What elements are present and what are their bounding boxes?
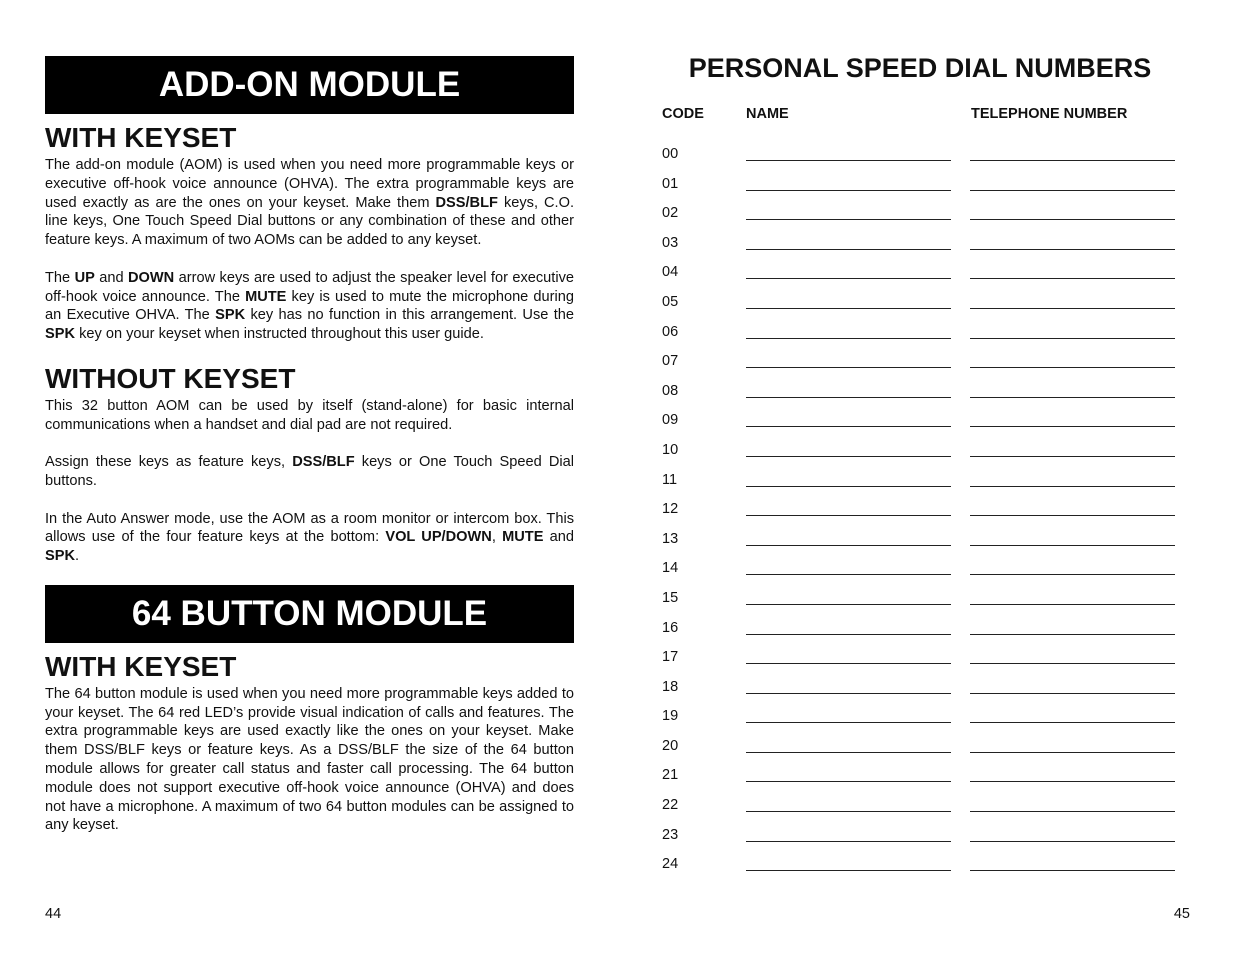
- speed-dial-row: [662, 469, 1178, 499]
- name-blank-line: [746, 841, 951, 842]
- speed-dial-row: [662, 261, 1178, 291]
- name-blank-line: [746, 634, 951, 635]
- speed-dial-code: 14: [662, 560, 679, 577]
- name-blank-line: [746, 693, 951, 694]
- text-run: key has no function in this arrangement. Use the: [245, 307, 574, 324]
- telephone-blank-line: [970, 160, 1175, 161]
- bold-term: DSS/BLF: [292, 454, 355, 471]
- speed-dial-code: 07: [662, 353, 679, 370]
- speed-dial-row: [662, 439, 1178, 469]
- name-blank-line: [746, 367, 951, 368]
- telephone-blank-line: [970, 545, 1175, 546]
- name-blank-line: [746, 781, 951, 782]
- speed-dial-row: [662, 409, 1178, 439]
- bold-term: SPK: [45, 548, 76, 565]
- telephone-blank-line: [970, 426, 1175, 427]
- speed-dial-row: [662, 350, 1178, 380]
- telephone-blank-line: [970, 397, 1175, 398]
- name-blank-line: [746, 486, 951, 487]
- text-run: Assign these keys as feature keys,: [45, 454, 293, 471]
- telephone-blank-line: [970, 752, 1175, 753]
- speed-dial-code: 23: [662, 826, 679, 843]
- telephone-blank-line: [970, 278, 1175, 279]
- telephone-blank-line: [970, 249, 1175, 250]
- speed-dial-row: [662, 143, 1178, 173]
- bold-term: SPK: [215, 307, 246, 324]
- text-run: keys or One Touch Speed Dial buttons.: [45, 454, 574, 489]
- speed-dial-row: [662, 321, 1178, 351]
- telephone-blank-line: [970, 634, 1175, 635]
- speed-dial-row: [662, 735, 1178, 765]
- speed-dial-code: 16: [662, 619, 679, 636]
- telephone-blank-line: [970, 308, 1175, 309]
- text-run: key on your keyset when instructed throughout this user guide.: [75, 326, 484, 343]
- with-keyset-heading: WITH KEYSET: [45, 122, 237, 153]
- name-blank-line: [746, 811, 951, 812]
- text-run: ,: [491, 529, 503, 546]
- name-blank-line: [746, 249, 951, 250]
- speed-dial-code: 13: [662, 530, 679, 547]
- speed-dial-code: 20: [662, 737, 679, 754]
- speed-dial-rows: [662, 143, 1178, 883]
- aom-paragraph-1: [45, 156, 574, 250]
- speed-dial-code: 11: [662, 471, 678, 488]
- bold-term: VOL UP/DOWN: [385, 529, 492, 546]
- bold-term: DOWN: [128, 269, 175, 286]
- speed-dial-code: 22: [662, 797, 679, 814]
- 64-button-paragraph: [45, 685, 574, 835]
- add-on-module-banner: ADD-ON MODULE: [45, 56, 574, 114]
- speed-dial-title: PERSONAL SPEED DIAL NUMBERS: [688, 53, 1152, 83]
- speed-dial-row: [662, 291, 1178, 321]
- speed-dial-row: [662, 173, 1178, 203]
- speed-dial-code: 15: [662, 589, 679, 606]
- speed-dial-code: 02: [662, 205, 679, 222]
- aom-paragraph-5: [45, 510, 574, 566]
- speed-dial-code: 04: [662, 264, 679, 281]
- text-run: arrow keys are used to adjust the speaker level for executive off-hook voice announce. The: [45, 269, 574, 305]
- telephone-blank-line: [970, 663, 1175, 664]
- speed-dial-row: [662, 794, 1178, 824]
- speed-dial-row: [662, 764, 1178, 794]
- speed-dial-code: 05: [662, 293, 679, 310]
- speed-dial-code: 01: [662, 175, 679, 192]
- name-blank-line: [746, 456, 951, 457]
- text-run: and: [543, 529, 575, 546]
- text-run: The 64 button module is used when you need more programmable keys added to your keyset. The 64 red LED’s provide visual indication of calls and features. The extra programmable keys are used exactly like the ones on your keyset. Make them DSS/BLF keys or feature keys. As a DSS/BLF the size of the 64 button module allows for greater call status and faster call processing. The 64 button module does not support executive off-hook voice announce (OHVA) and does not have a microphone. A maximum of two 64 button modules can be assigned to any keyset.: [45, 685, 574, 834]
- name-blank-line: [746, 574, 951, 575]
- speed-dial-row: [662, 705, 1178, 735]
- speed-dial-row: [662, 646, 1178, 676]
- right-page: [662, 50, 1178, 873]
- telephone-blank-line: [970, 722, 1175, 723]
- text-run: This 32 button AOM can be used by itself (stand-alone) for basic internal communications when a handset and dial pad are not required.: [45, 397, 574, 433]
- name-blank-line: [746, 397, 951, 398]
- telephone-blank-line: [970, 781, 1175, 782]
- name-blank-line: [746, 722, 951, 723]
- left-page: [45, 56, 574, 854]
- speed-dial-row: [662, 498, 1178, 528]
- telephone-column-header: TELEPHONE NUMBER: [971, 106, 1128, 122]
- name-blank-line: [746, 426, 951, 427]
- bold-term: MUTE: [502, 529, 544, 546]
- speed-dial-row: [662, 202, 1178, 232]
- text-run: and: [94, 269, 129, 286]
- page-number-right: 45: [1173, 906, 1190, 922]
- speed-dial-code: 17: [662, 649, 679, 666]
- telephone-blank-line: [970, 841, 1175, 842]
- speed-dial-code: 09: [662, 412, 679, 429]
- name-blank-line: [746, 219, 951, 220]
- speed-dial-code: 00: [662, 146, 679, 162]
- text-run: key is used to mute the microphone during an Executive OHVA. The: [45, 288, 574, 324]
- telephone-blank-line: [970, 367, 1175, 368]
- speed-dial-code: 21: [662, 767, 679, 784]
- code-column-header: CODE: [662, 106, 704, 122]
- text-run: The add-on module (AOM) is used when you need more programmable keys or executive off-hook voice announce (OHVA). The extra programmable keys are used exactly as are the ones on your keyset. Make them: [45, 157, 574, 211]
- page-number-left: 44: [45, 906, 62, 922]
- name-blank-line: [746, 752, 951, 753]
- name-blank-line: [746, 308, 951, 309]
- telephone-blank-line: [970, 870, 1175, 871]
- 64-button-module-banner: 64 BUTTON MODULE: [45, 585, 574, 643]
- telephone-blank-line: [970, 811, 1175, 812]
- telephone-blank-line: [970, 456, 1175, 457]
- speed-dial-code: 12: [662, 501, 679, 518]
- bold-term: SPK: [45, 326, 76, 343]
- name-blank-line: [746, 515, 951, 516]
- name-blank-line: [746, 545, 951, 546]
- speed-dial-row: [662, 676, 1178, 706]
- speed-dial-code: 19: [662, 708, 679, 725]
- telephone-blank-line: [970, 574, 1175, 575]
- telephone-blank-line: [970, 219, 1175, 220]
- name-blank-line: [746, 160, 951, 161]
- speed-dial-row: [662, 528, 1178, 558]
- bold-term: UP: [74, 269, 95, 286]
- aom-paragraph-4: [45, 453, 574, 491]
- aom-paragraph-2: [45, 269, 574, 344]
- telephone-blank-line: [970, 515, 1175, 516]
- speed-dial-code: 10: [662, 441, 679, 458]
- with-keyset-heading-2: WITH KEYSET: [45, 650, 237, 682]
- name-blank-line: [746, 278, 951, 279]
- telephone-blank-line: [970, 190, 1175, 191]
- speed-dial-row: [662, 853, 1178, 883]
- speed-dial-row: [662, 380, 1178, 410]
- bold-term: DSS/BLF: [435, 194, 498, 211]
- text-run: .: [75, 548, 80, 565]
- speed-dial-code: 18: [662, 678, 679, 695]
- speed-dial-row: [662, 557, 1178, 587]
- name-blank-line: [746, 870, 951, 871]
- speed-dial-code: 03: [662, 234, 679, 251]
- without-keyset-heading: WITHOUT KEYSET: [45, 362, 296, 394]
- bold-term: MUTE: [245, 288, 287, 305]
- telephone-blank-line: [970, 693, 1175, 694]
- name-blank-line: [746, 190, 951, 191]
- text-run: In the Auto Answer mode, use the AOM as a room monitor or intercom box. This allows use of the four feature keys at the bottom:: [45, 510, 574, 546]
- name-blank-line: [746, 663, 951, 664]
- name-blank-line: [746, 604, 951, 605]
- speed-dial-code: 24: [662, 856, 679, 873]
- speed-dial-code: 08: [662, 382, 679, 399]
- speed-dial-code: 06: [662, 323, 679, 340]
- text-run: keys, C.O. line keys, One Touch Speed Dial buttons or any combination of these and other feature keys. A maximum of two AOMs can be added to any keyset.: [45, 194, 575, 249]
- aom-paragraph-3: [45, 397, 574, 435]
- telephone-blank-line: [970, 338, 1175, 339]
- speed-dial-row: [662, 824, 1178, 854]
- text-run: The: [45, 269, 75, 286]
- speed-dial-table-header: [662, 106, 1178, 126]
- telephone-blank-line: [970, 486, 1175, 487]
- speed-dial-row: [662, 617, 1178, 647]
- name-blank-line: [746, 338, 951, 339]
- telephone-blank-line: [970, 604, 1175, 605]
- speed-dial-row: [662, 232, 1178, 262]
- name-column-header: NAME: [746, 106, 789, 122]
- speed-dial-row: [662, 587, 1178, 617]
